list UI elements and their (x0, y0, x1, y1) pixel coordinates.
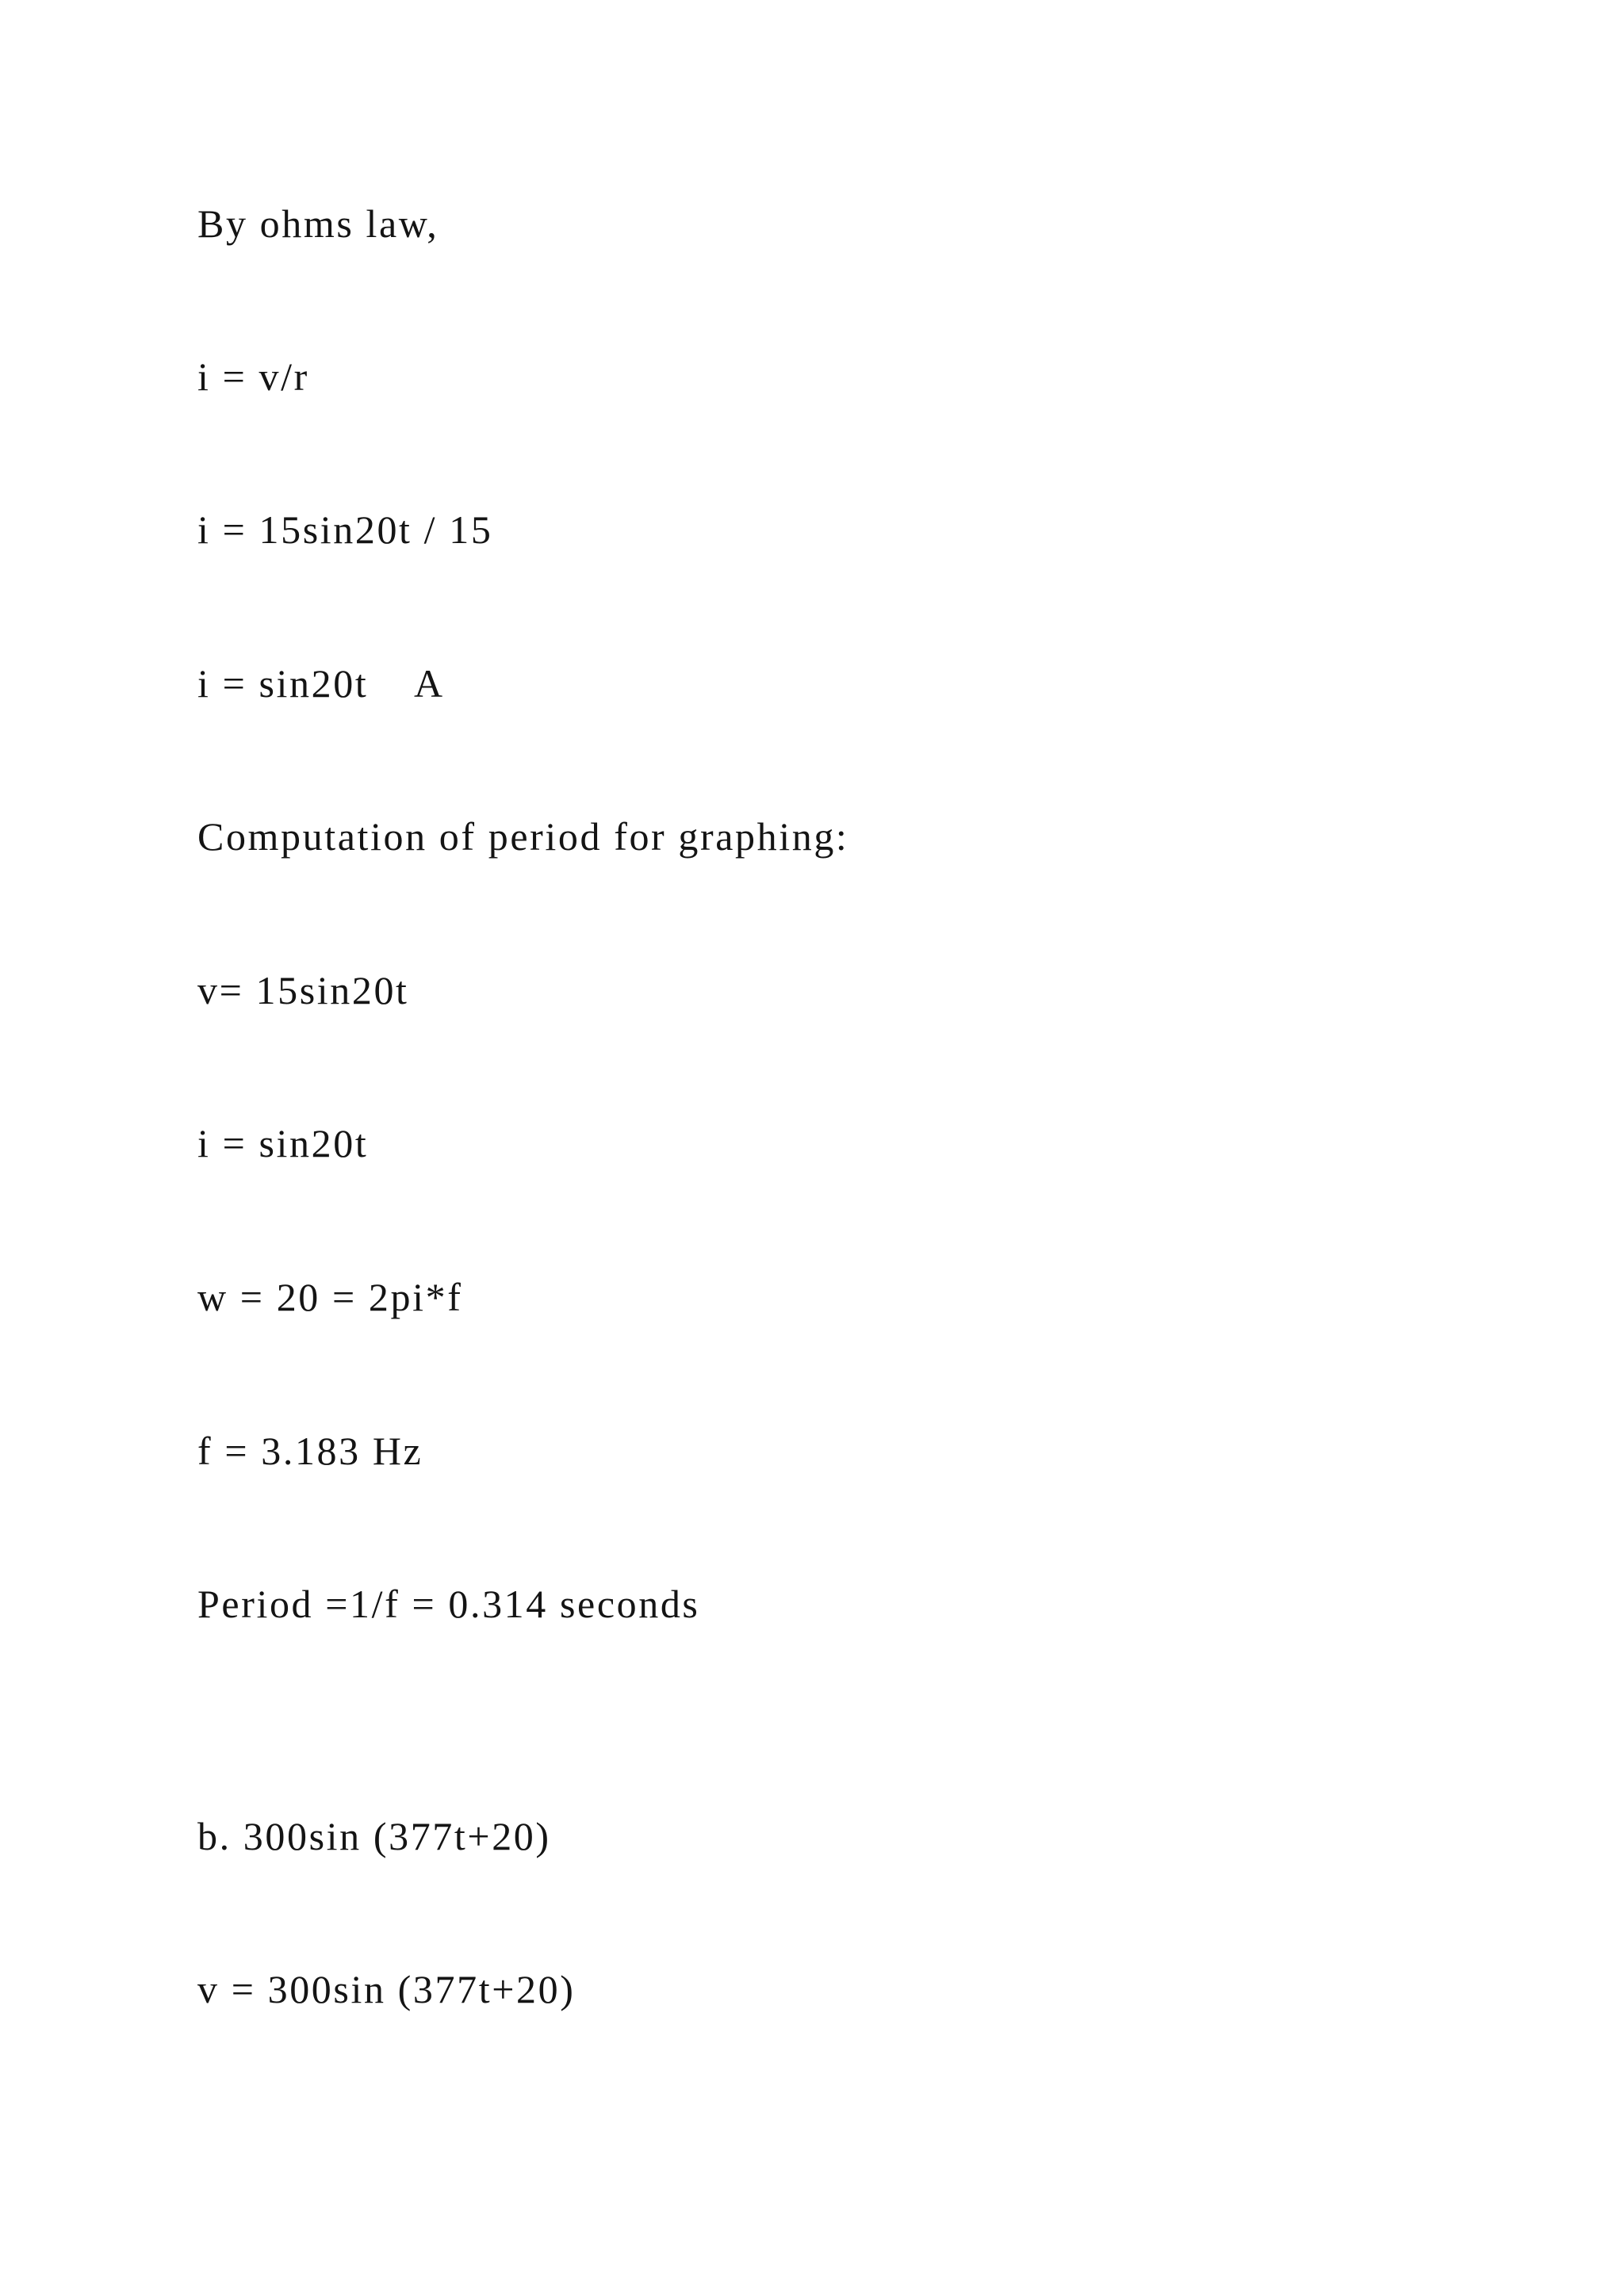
equation-current-result: i = sin20t A (197, 661, 445, 706)
text-line-part-b-heading: b. 300sin (377t+20) (197, 1814, 551, 1858)
equation-period: Period =1/f = 0.314 seconds (197, 1582, 700, 1626)
equation-current-formula: i = v/r (197, 354, 309, 399)
equation-angular-frequency: w = 20 = 2pi*f (197, 1275, 463, 1319)
equation-frequency: f = 3.183 Hz (197, 1429, 423, 1473)
text-line-period-heading: Computation of period for graphing: (197, 814, 849, 859)
equation-voltage-part-b: v = 300sin (377t+20) (197, 1967, 576, 2011)
text-line-ohms-law-heading: By ohms law, (197, 201, 439, 246)
equation-current-substitution: i = 15sin20t / 15 (197, 507, 493, 552)
equation-current: i = sin20t (197, 1121, 369, 1165)
equation-voltage: v= 15sin20t (197, 968, 409, 1012)
